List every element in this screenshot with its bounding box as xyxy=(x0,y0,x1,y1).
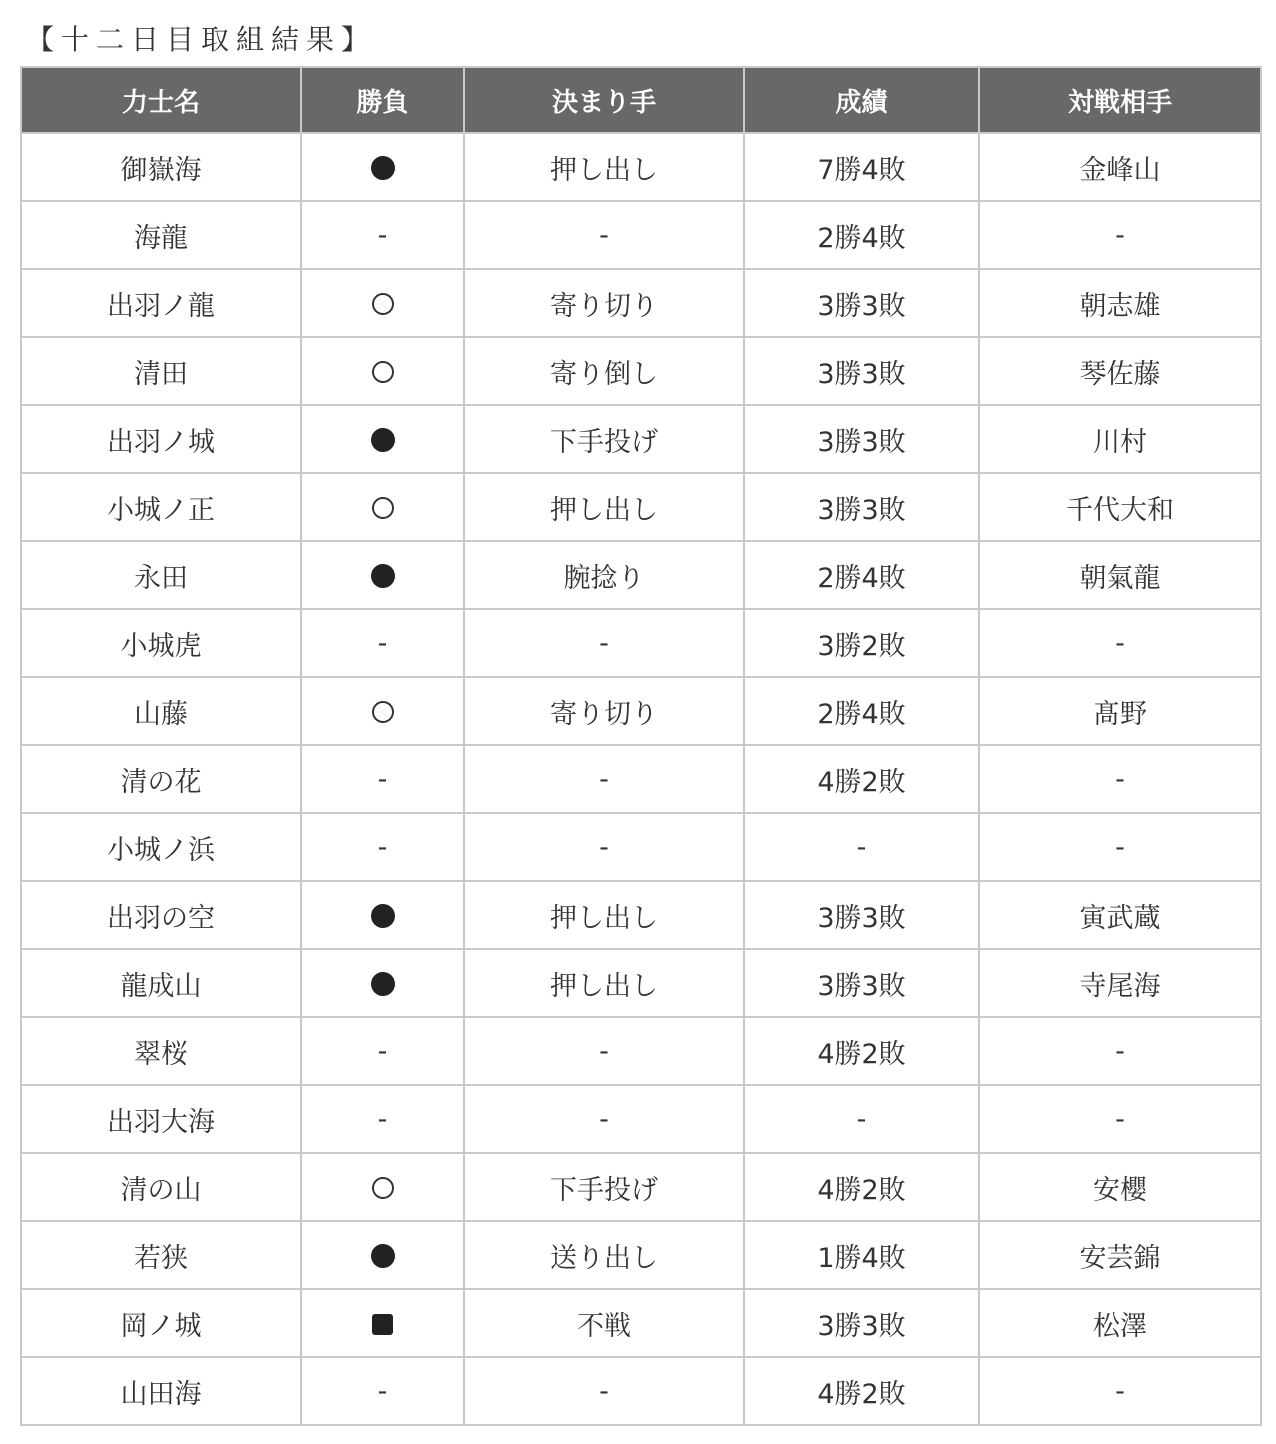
rikishi-name: 出羽大海 xyxy=(21,1085,301,1153)
no-result-dash: - xyxy=(377,764,388,795)
result-cell xyxy=(301,1153,464,1221)
black-circle-icon xyxy=(371,564,395,588)
result-cell xyxy=(301,1221,464,1289)
opponent-name: 千代大和 xyxy=(979,473,1261,541)
no-result-dash: - xyxy=(377,220,388,251)
black-circle-icon xyxy=(371,428,395,452)
kimarite: - xyxy=(464,813,744,881)
opponent-name: 朝志雄 xyxy=(979,269,1261,337)
white-circle-icon xyxy=(372,1177,394,1199)
table-row xyxy=(21,269,1261,337)
kimarite: - xyxy=(464,1085,744,1153)
rikishi-name: 出羽ノ龍 xyxy=(21,269,301,337)
record: 2勝4敗 xyxy=(744,677,979,745)
result-cell xyxy=(301,541,464,609)
opponent-name: 寅武蔵 xyxy=(979,881,1261,949)
opponent-name: - xyxy=(979,201,1261,269)
results-table xyxy=(20,66,1262,1426)
kimarite: 寄り切り xyxy=(464,269,744,337)
result-cell xyxy=(301,609,464,677)
table-row xyxy=(21,1153,1261,1221)
kimarite: - xyxy=(464,201,744,269)
record: 7勝4敗 xyxy=(744,133,979,201)
black-circle-icon xyxy=(371,972,395,996)
rikishi-name: 山田海 xyxy=(21,1357,301,1425)
table-row xyxy=(21,541,1261,609)
record: 1勝4敗 xyxy=(744,1221,979,1289)
black-circle-icon xyxy=(371,1244,395,1268)
opponent-name: 髙野 xyxy=(979,677,1261,745)
rikishi-name: 小城虎 xyxy=(21,609,301,677)
rikishi-name: 清の山 xyxy=(21,1153,301,1221)
table-row xyxy=(21,201,1261,269)
opponent-name: 川村 xyxy=(979,405,1261,473)
page-title: 【十二日目取組結果】 xyxy=(26,23,377,56)
kimarite: 寄り倒し xyxy=(464,337,744,405)
rikishi-name: 若狭 xyxy=(21,1221,301,1289)
record: 2勝4敗 xyxy=(744,541,979,609)
opponent-name: - xyxy=(979,745,1261,813)
black-circle-icon xyxy=(371,904,395,928)
rikishi-name: 小城ノ浜 xyxy=(21,813,301,881)
rikishi-name: 出羽の空 xyxy=(21,881,301,949)
opponent-name: 安櫻 xyxy=(979,1153,1261,1221)
opponent-name: 金峰山 xyxy=(979,133,1261,201)
opponent-name: - xyxy=(979,1357,1261,1425)
result-cell xyxy=(301,813,464,881)
table-row xyxy=(21,473,1261,541)
rikishi-name: 龍成山 xyxy=(21,949,301,1017)
kimarite: 不戦 xyxy=(464,1289,744,1357)
white-circle-icon xyxy=(372,701,394,723)
record: 3勝3敗 xyxy=(744,405,979,473)
opponent-name: - xyxy=(979,609,1261,677)
record: - xyxy=(744,813,979,881)
record: 3勝3敗 xyxy=(744,949,979,1017)
record: - xyxy=(744,1085,979,1153)
no-result-dash: - xyxy=(377,832,388,863)
record: 4勝2敗 xyxy=(744,1153,979,1221)
record: 3勝2敗 xyxy=(744,609,979,677)
opponent-name: 朝氣龍 xyxy=(979,541,1261,609)
result-cell xyxy=(301,405,464,473)
result-cell xyxy=(301,881,464,949)
no-result-dash: - xyxy=(377,1036,388,1067)
opponent-name: - xyxy=(979,1017,1261,1085)
result-cell xyxy=(301,1357,464,1425)
result-cell xyxy=(301,949,464,1017)
table-row xyxy=(21,609,1261,677)
table-row xyxy=(21,1289,1261,1357)
table-header-row xyxy=(21,67,1261,133)
opponent-name: 寺尾海 xyxy=(979,949,1261,1017)
column-header-record: 成績 xyxy=(744,67,979,133)
kimarite: 腕捻り xyxy=(464,541,744,609)
rikishi-name: 翠桜 xyxy=(21,1017,301,1085)
result-cell xyxy=(301,1289,464,1357)
record: 2勝4敗 xyxy=(744,201,979,269)
kimarite: - xyxy=(464,1017,744,1085)
kimarite: 押し出し xyxy=(464,881,744,949)
rikishi-name: 岡ノ城 xyxy=(21,1289,301,1357)
kimarite: 押し出し xyxy=(464,473,744,541)
result-cell xyxy=(301,745,464,813)
rikishi-name: 清の花 xyxy=(21,745,301,813)
table-row xyxy=(21,813,1261,881)
record: 4勝2敗 xyxy=(744,745,979,813)
column-header-rikishi: 力士名 xyxy=(21,67,301,133)
result-cell xyxy=(301,1017,464,1085)
rikishi-name: 出羽ノ城 xyxy=(21,405,301,473)
column-header-opponent: 対戦相手 xyxy=(979,67,1261,133)
no-result-dash: - xyxy=(377,1104,388,1135)
table-row xyxy=(21,133,1261,201)
table-row xyxy=(21,745,1261,813)
no-result-dash: - xyxy=(377,1376,388,1407)
black-square-icon xyxy=(372,1314,393,1335)
result-cell xyxy=(301,473,464,541)
table-row xyxy=(21,1221,1261,1289)
rikishi-name: 永田 xyxy=(21,541,301,609)
record: 3勝3敗 xyxy=(744,269,979,337)
table-row xyxy=(21,881,1261,949)
kimarite: 下手投げ xyxy=(464,405,744,473)
white-circle-icon xyxy=(372,293,394,315)
table-row xyxy=(21,337,1261,405)
rikishi-name: 山藤 xyxy=(21,677,301,745)
rikishi-name: 海龍 xyxy=(21,201,301,269)
table-row xyxy=(21,1017,1261,1085)
opponent-name: - xyxy=(979,813,1261,881)
rikishi-name: 小城ノ正 xyxy=(21,473,301,541)
table-row xyxy=(21,1085,1261,1153)
kimarite: 下手投げ xyxy=(464,1153,744,1221)
results-table-body xyxy=(21,133,1261,1425)
opponent-name: 松澤 xyxy=(979,1289,1261,1357)
table-row xyxy=(21,677,1261,745)
record: 3勝3敗 xyxy=(744,337,979,405)
white-circle-icon xyxy=(372,497,394,519)
table-row xyxy=(21,405,1261,473)
record: 3勝3敗 xyxy=(744,473,979,541)
opponent-name: 安芸錦 xyxy=(979,1221,1261,1289)
kimarite: - xyxy=(464,745,744,813)
opponent-name: 琴佐藤 xyxy=(979,337,1261,405)
black-circle-icon xyxy=(371,156,395,180)
column-header-result: 勝負 xyxy=(301,67,464,133)
record: 4勝2敗 xyxy=(744,1357,979,1425)
kimarite: - xyxy=(464,1357,744,1425)
kimarite: - xyxy=(464,609,744,677)
result-cell xyxy=(301,677,464,745)
record: 3勝3敗 xyxy=(744,881,979,949)
kimarite: 送り出し xyxy=(464,1221,744,1289)
white-circle-icon xyxy=(372,361,394,383)
no-result-dash: - xyxy=(377,628,388,659)
kimarite: 寄り切り xyxy=(464,677,744,745)
result-cell xyxy=(301,337,464,405)
table-row xyxy=(21,949,1261,1017)
opponent-name: - xyxy=(979,1085,1261,1153)
kimarite: 押し出し xyxy=(464,949,744,1017)
result-cell xyxy=(301,133,464,201)
record: 3勝3敗 xyxy=(744,1289,979,1357)
record: 4勝2敗 xyxy=(744,1017,979,1085)
rikishi-name: 清田 xyxy=(21,337,301,405)
result-cell xyxy=(301,269,464,337)
table-row xyxy=(21,1357,1261,1425)
column-header-kimarite: 決まり手 xyxy=(464,67,744,133)
result-cell xyxy=(301,201,464,269)
rikishi-name: 御嶽海 xyxy=(21,133,301,201)
result-cell xyxy=(301,1085,464,1153)
kimarite: 押し出し xyxy=(464,133,744,201)
